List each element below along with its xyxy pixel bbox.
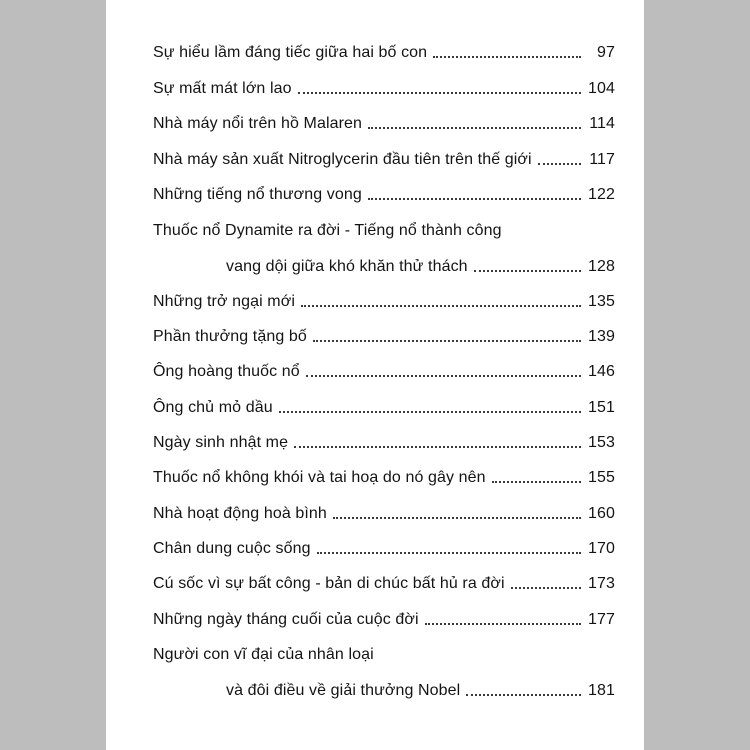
toc-entry-page: 117	[589, 151, 615, 168]
toc-entry	[153, 532, 615, 562]
dot-leader	[279, 411, 581, 413]
toc-entry-title: Ngày sinh nhật mẹ	[153, 434, 289, 451]
dot-leader	[511, 587, 581, 589]
toc-entry-page: 151	[588, 399, 615, 416]
toc-entry-page: 155	[588, 469, 615, 486]
dot-leader	[538, 163, 581, 165]
toc-entry-title: Những tiếng nổ thương vong	[153, 186, 362, 203]
toc-entry-title: Phần thưởng tặng bố	[153, 328, 307, 345]
toc-entry-title: và đôi điều về giải thưởng Nobel	[226, 682, 461, 699]
toc-entry-page: 181	[588, 682, 615, 699]
dot-leader	[492, 481, 581, 483]
dot-leader	[433, 56, 581, 58]
toc-entry	[153, 72, 615, 102]
toc-entry-heading-line	[153, 214, 573, 244]
toc-entry-title: Chân dung cuộc sống	[153, 540, 311, 557]
toc-entry-title: Những trở ngại mới	[153, 293, 295, 310]
dot-leader	[313, 340, 581, 342]
toc-entry	[153, 461, 615, 491]
dot-leader	[466, 694, 581, 696]
book-page	[106, 0, 644, 750]
dot-leader	[317, 552, 581, 554]
dot-leader	[425, 623, 581, 625]
toc-entry	[153, 107, 615, 137]
dot-leader	[294, 446, 581, 448]
dot-leader	[333, 517, 581, 519]
dot-leader	[368, 127, 581, 129]
toc-entry-page: 153	[588, 434, 615, 451]
toc-entry-title: Ông chủ mỏ dầu	[153, 399, 273, 416]
toc-entry	[153, 603, 615, 633]
toc-entry-page: 160	[588, 505, 615, 522]
toc-entry	[153, 36, 615, 66]
toc-entry-page: 122	[588, 186, 615, 203]
toc-entry-title: Sự hiểu lầm đáng tiếc giữa hai bố con	[153, 44, 428, 61]
toc-entry-title: Nhà máy nổi trên hồ Malaren	[153, 115, 363, 132]
toc-entry	[153, 285, 615, 315]
toc-entry-page: 173	[588, 575, 615, 592]
toc-entry-title: Nhà hoạt động hoà bình	[153, 505, 327, 522]
toc-entry	[153, 320, 615, 350]
toc-entry-page: 177	[588, 611, 615, 628]
dot-leader	[306, 375, 581, 377]
dot-leader	[474, 270, 581, 272]
toc-entry-title: Ông hoàng thuốc nổ	[153, 363, 300, 380]
toc-entry	[153, 143, 615, 173]
toc-entry-page: 146	[588, 363, 615, 380]
table-of-contents	[106, 0, 644, 750]
toc-entry-page: 128	[588, 258, 615, 275]
toc-entry	[153, 567, 615, 597]
toc-entry-title: Sự mất mát lớn lao	[153, 80, 292, 97]
toc-entry-page: 114	[589, 115, 615, 132]
toc-entry-page: 170	[588, 540, 615, 557]
dot-leader	[368, 198, 581, 200]
toc-entry	[153, 426, 615, 456]
toc-entry-page: 97	[597, 44, 615, 61]
toc-entry	[226, 250, 615, 280]
toc-entry-title: Những ngày tháng cuối của cuộc đời	[153, 611, 419, 628]
toc-entry-title: Cú sốc vì sự bất công - bản di chúc bất hủ ra đời	[153, 575, 505, 592]
toc-entry	[153, 355, 615, 385]
toc-entry-page: 135	[588, 293, 615, 310]
toc-entry	[153, 497, 615, 527]
toc-entry-title: vang dội giữa khó khăn thử thách	[226, 258, 468, 275]
toc-entry-title: Nhà máy sản xuất Nitroglycerin đầu tiên trên thế giới	[153, 151, 532, 168]
toc-entry	[153, 178, 615, 208]
toc-entry	[153, 391, 615, 421]
toc-entry-title-line1: Thuốc nổ Dynamite ra đời - Tiếng nổ thành công	[153, 222, 502, 239]
toc-entry-title: Thuốc nổ không khói và tai hoạ do nó gây nên	[153, 469, 486, 486]
toc-entry	[226, 674, 615, 704]
dot-leader	[301, 305, 581, 307]
dot-leader	[298, 92, 581, 94]
toc-entry-title-line1: Người con vĩ đại của nhân loại	[153, 646, 374, 663]
toc-entry-page: 139	[588, 328, 615, 345]
toc-entry-heading-line	[153, 638, 573, 668]
toc-entry-page: 104	[588, 80, 615, 97]
